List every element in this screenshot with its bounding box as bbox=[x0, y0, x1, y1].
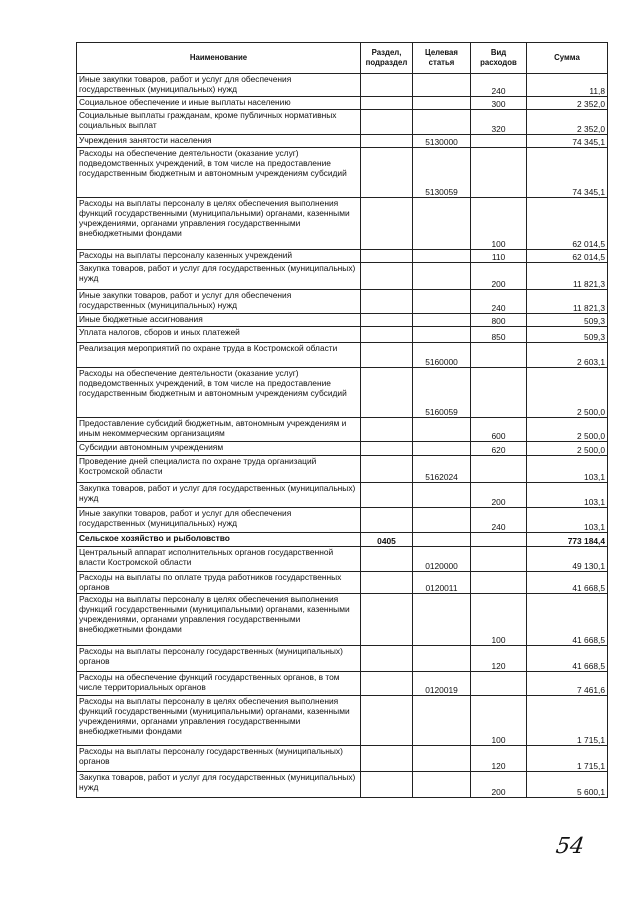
cell-vid: 600 bbox=[471, 418, 527, 442]
cell-target: 0120011 bbox=[413, 572, 471, 594]
cell-name: Иные закупки товаров, работ и услуг для обеспечения государственных (муниципальных) нужд bbox=[77, 508, 361, 533]
cell-vid: 100 bbox=[471, 198, 527, 250]
cell-vid: 620 bbox=[471, 442, 527, 456]
cell-target bbox=[413, 418, 471, 442]
cell-section bbox=[361, 672, 413, 696]
cell-section bbox=[361, 97, 413, 110]
cell-name: Центральный аппарат исполнительных органов государственной власти Костромской области bbox=[77, 547, 361, 572]
budget-table bbox=[76, 42, 608, 798]
cell-target bbox=[413, 290, 471, 314]
cell-target bbox=[413, 483, 471, 508]
cell-target: 5160000 bbox=[413, 343, 471, 368]
cell-section bbox=[361, 135, 413, 148]
cell-target bbox=[413, 97, 471, 110]
cell-target: 5130000 bbox=[413, 135, 471, 148]
cell-vid: 120 bbox=[471, 646, 527, 672]
table-row bbox=[77, 442, 608, 456]
cell-sum: 2 500,0 bbox=[527, 442, 608, 456]
cell-name: Расходы на обеспечение деятельности (оказание услуг) подведомственных учреждений, в том числе на предоставление государственным бюджетным и автономным учреждениям субсидий bbox=[77, 148, 361, 198]
table-row bbox=[77, 672, 608, 696]
table-row bbox=[77, 368, 608, 418]
cell-name: Иные бюджетные ассигнования bbox=[77, 314, 361, 327]
cell-name: Расходы на обеспечение деятельности (оказание услуг) подведомственных учреждений, в том числе на предоставление государственным бюджетным и автономным учреждениям субсидий bbox=[77, 368, 361, 418]
cell-sum: 7 461,6 bbox=[527, 672, 608, 696]
cell-sum: 2 500,0 bbox=[527, 418, 608, 442]
cell-sum: 11 821,3 bbox=[527, 263, 608, 290]
cell-target: 0120019 bbox=[413, 672, 471, 696]
cell-target bbox=[413, 533, 471, 547]
cell-vid bbox=[471, 572, 527, 594]
cell-section bbox=[361, 572, 413, 594]
table-row bbox=[77, 746, 608, 772]
cell-vid: 200 bbox=[471, 483, 527, 508]
table-row bbox=[77, 343, 608, 368]
cell-target bbox=[413, 250, 471, 263]
table-row bbox=[77, 327, 608, 343]
cell-target bbox=[413, 263, 471, 290]
cell-name: Закупка товаров, работ и услуг для государственных (муниципальных) нужд bbox=[77, 483, 361, 508]
cell-name: Проведение дней специалиста по охране труда организаций Костромской области bbox=[77, 456, 361, 483]
cell-section bbox=[361, 547, 413, 572]
cell-vid bbox=[471, 368, 527, 418]
cell-sum: 74 345,1 bbox=[527, 148, 608, 198]
cell-name: Расходы на выплаты по оплате труда работников государственных органов bbox=[77, 572, 361, 594]
cell-vid: 300 bbox=[471, 97, 527, 110]
cell-sum: 103,1 bbox=[527, 483, 608, 508]
cell-sum: 1 715,1 bbox=[527, 696, 608, 746]
cell-sum: 74 345,1 bbox=[527, 135, 608, 148]
cell-name: Социальные выплаты гражданам, кроме публичных нормативных социальных выплат bbox=[77, 110, 361, 135]
cell-target bbox=[413, 594, 471, 646]
cell-name: Расходы на выплаты персоналу в целях обеспечения выполнения функций государственными (муниципальными) органами, казенными учреждениями, органами управления государственными внебюджетными фондами bbox=[77, 696, 361, 746]
cell-target bbox=[413, 314, 471, 327]
cell-vid: 100 bbox=[471, 594, 527, 646]
cell-section bbox=[361, 198, 413, 250]
page-number: 54 bbox=[554, 834, 586, 859]
cell-sum: 103,1 bbox=[527, 508, 608, 533]
table-row bbox=[77, 508, 608, 533]
cell-target: 5130059 bbox=[413, 148, 471, 198]
cell-name: Иные закупки товаров, работ и услуг для обеспечения государственных (муниципальных) нужд bbox=[77, 74, 361, 97]
cell-vid: 240 bbox=[471, 74, 527, 97]
cell-section bbox=[361, 148, 413, 198]
cell-sum: 62 014,5 bbox=[527, 250, 608, 263]
cell-vid: 200 bbox=[471, 772, 527, 798]
cell-name: Расходы на выплаты персоналу в целях обеспечения выполнения функций государственными (муниципальными) органами, казенными учреждениями, органами управления государственными внебюджетными фондами bbox=[77, 594, 361, 646]
header-vid: Вид расходов bbox=[471, 43, 527, 74]
cell-sum: 41 668,5 bbox=[527, 572, 608, 594]
table-row bbox=[77, 646, 608, 672]
cell-name: Реализация мероприятий по охране труда в Костромской области bbox=[77, 343, 361, 368]
cell-vid: 850 bbox=[471, 327, 527, 343]
table-row bbox=[77, 74, 608, 97]
cell-sum: 49 130,1 bbox=[527, 547, 608, 572]
cell-target bbox=[413, 646, 471, 672]
table-row bbox=[77, 263, 608, 290]
cell-section bbox=[361, 746, 413, 772]
cell-name: Сельское хозяйство и рыболовство bbox=[77, 533, 361, 547]
cell-sum: 509,3 bbox=[527, 314, 608, 327]
table-row bbox=[77, 533, 608, 547]
cell-name: Уплата налогов, сборов и иных платежей bbox=[77, 327, 361, 343]
cell-section bbox=[361, 343, 413, 368]
header-section: Раздел, подраздел bbox=[361, 43, 413, 74]
cell-vid bbox=[471, 135, 527, 148]
budget-table-sheet bbox=[76, 42, 607, 798]
cell-section bbox=[361, 368, 413, 418]
cell-section bbox=[361, 772, 413, 798]
cell-vid: 120 bbox=[471, 746, 527, 772]
header-name: Наименование bbox=[77, 43, 361, 74]
cell-name: Иные закупки товаров, работ и услуг для обеспечения государственных (муниципальных) нужд bbox=[77, 290, 361, 314]
cell-name: Расходы на выплаты персоналу казенных учреждений bbox=[77, 250, 361, 263]
cell-section bbox=[361, 483, 413, 508]
cell-section bbox=[361, 456, 413, 483]
cell-name: Учреждения занятости населения bbox=[77, 135, 361, 148]
table-row bbox=[77, 456, 608, 483]
table-row bbox=[77, 772, 608, 798]
cell-name: Расходы на выплаты персоналу государственных (муниципальных) органов bbox=[77, 646, 361, 672]
cell-name: Расходы на обеспечение функций государственных органов, в том числе территориальных органов bbox=[77, 672, 361, 696]
cell-section: 0405 bbox=[361, 533, 413, 547]
cell-vid bbox=[471, 533, 527, 547]
cell-section bbox=[361, 646, 413, 672]
table-row bbox=[77, 418, 608, 442]
cell-section bbox=[361, 442, 413, 456]
cell-sum: 509,3 bbox=[527, 327, 608, 343]
table-row bbox=[77, 696, 608, 746]
cell-target: 5160059 bbox=[413, 368, 471, 418]
cell-target bbox=[413, 74, 471, 97]
cell-vid bbox=[471, 148, 527, 198]
cell-vid: 320 bbox=[471, 110, 527, 135]
cell-vid: 240 bbox=[471, 290, 527, 314]
cell-sum: 2 500,0 bbox=[527, 368, 608, 418]
cell-sum: 41 668,5 bbox=[527, 646, 608, 672]
cell-name: Расходы на выплаты персоналу государственных (муниципальных) органов bbox=[77, 746, 361, 772]
table-row bbox=[77, 290, 608, 314]
cell-section bbox=[361, 327, 413, 343]
cell-sum: 773 184,4 bbox=[527, 533, 608, 547]
cell-section bbox=[361, 263, 413, 290]
cell-vid: 110 bbox=[471, 250, 527, 263]
cell-sum: 2 603,1 bbox=[527, 343, 608, 368]
cell-section bbox=[361, 594, 413, 646]
cell-section bbox=[361, 314, 413, 327]
table-row bbox=[77, 97, 608, 110]
table-row bbox=[77, 250, 608, 263]
table-row bbox=[77, 110, 608, 135]
table-row bbox=[77, 198, 608, 250]
cell-vid: 800 bbox=[471, 314, 527, 327]
cell-section bbox=[361, 110, 413, 135]
cell-section bbox=[361, 418, 413, 442]
cell-name: Предоставление субсидий бюджетным, автономным учреждениям и иным некоммерческим организациям bbox=[77, 418, 361, 442]
cell-sum: 2 352,0 bbox=[527, 110, 608, 135]
cell-target bbox=[413, 327, 471, 343]
cell-sum: 1 715,1 bbox=[527, 746, 608, 772]
cell-vid bbox=[471, 343, 527, 368]
cell-sum: 11,8 bbox=[527, 74, 608, 97]
cell-target bbox=[413, 442, 471, 456]
cell-target bbox=[413, 198, 471, 250]
table-row bbox=[77, 483, 608, 508]
cell-vid bbox=[471, 672, 527, 696]
cell-target: 5162024 bbox=[413, 456, 471, 483]
cell-name: Закупка товаров, работ и услуг для государственных (муниципальных) нужд bbox=[77, 772, 361, 798]
cell-name: Социальное обеспечение и иные выплаты населению bbox=[77, 97, 361, 110]
cell-sum: 5 600,1 bbox=[527, 772, 608, 798]
table-row bbox=[77, 314, 608, 327]
cell-vid: 240 bbox=[471, 508, 527, 533]
cell-name: Закупка товаров, работ и услуг для государственных (муниципальных) нужд bbox=[77, 263, 361, 290]
cell-section bbox=[361, 250, 413, 263]
cell-section bbox=[361, 696, 413, 746]
cell-sum: 103,1 bbox=[527, 456, 608, 483]
table-header-row bbox=[77, 43, 608, 74]
cell-vid: 100 bbox=[471, 696, 527, 746]
table-row bbox=[77, 547, 608, 572]
cell-sum: 2 352,0 bbox=[527, 97, 608, 110]
table-body bbox=[77, 74, 608, 798]
cell-name: Субсидии автономным учреждениям bbox=[77, 442, 361, 456]
cell-section bbox=[361, 508, 413, 533]
cell-section bbox=[361, 74, 413, 97]
cell-sum: 41 668,5 bbox=[527, 594, 608, 646]
cell-vid: 200 bbox=[471, 263, 527, 290]
cell-target bbox=[413, 746, 471, 772]
cell-sum: 11 821,3 bbox=[527, 290, 608, 314]
cell-vid bbox=[471, 547, 527, 572]
cell-sum: 62 014,5 bbox=[527, 198, 608, 250]
table-row bbox=[77, 148, 608, 198]
table-row bbox=[77, 594, 608, 646]
cell-vid bbox=[471, 456, 527, 483]
header-target: Целевая статья bbox=[413, 43, 471, 74]
cell-target bbox=[413, 696, 471, 746]
cell-section bbox=[361, 290, 413, 314]
cell-target bbox=[413, 508, 471, 533]
cell-name: Расходы на выплаты персоналу в целях обеспечения выполнения функций государственными (муниципальными) органами, казенными учреждениями, органами управления государственными внебюджетными фондами bbox=[77, 198, 361, 250]
cell-target bbox=[413, 772, 471, 798]
cell-target bbox=[413, 110, 471, 135]
cell-target: 0120000 bbox=[413, 547, 471, 572]
table-row bbox=[77, 135, 608, 148]
header-sum: Сумма bbox=[527, 43, 608, 74]
table-row bbox=[77, 572, 608, 594]
